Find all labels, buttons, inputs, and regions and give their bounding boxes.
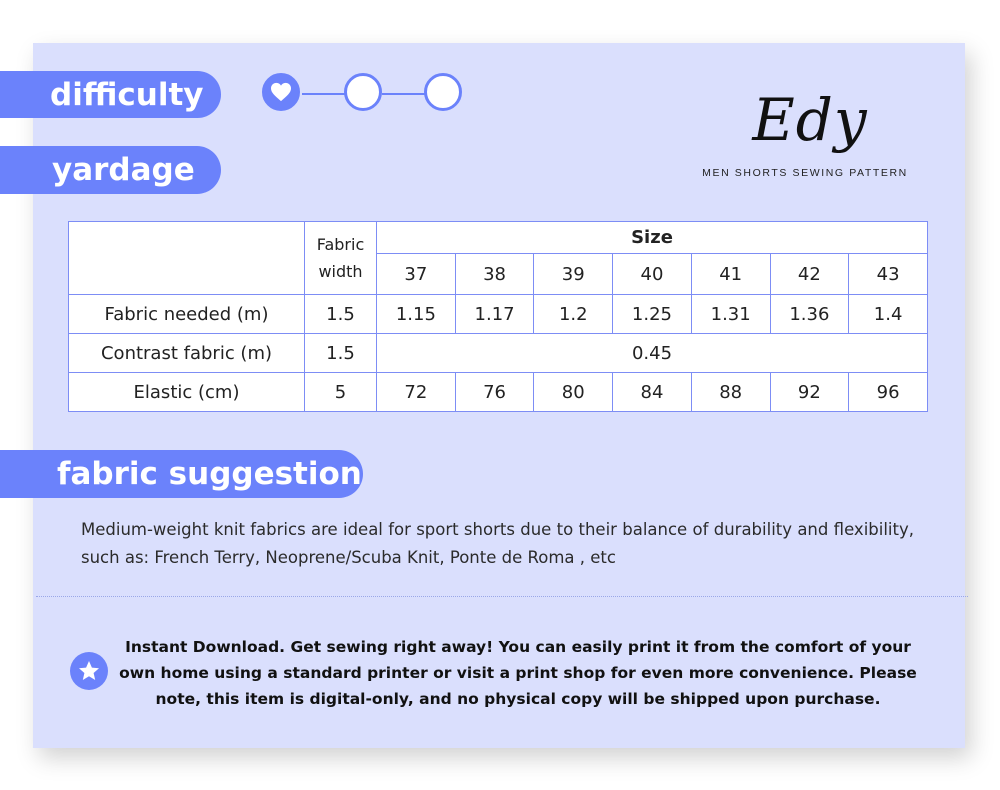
table-cell: 96 — [849, 373, 928, 412]
size-cell: 37 — [377, 254, 456, 295]
row-width: 1.5 — [305, 295, 377, 334]
row-width: 1.5 — [305, 334, 377, 373]
table-cell: 76 — [455, 373, 534, 412]
table-cell: 88 — [691, 373, 770, 412]
difficulty-level-2 — [344, 73, 382, 111]
table-cell: 1.2 — [534, 295, 613, 334]
table-row — [69, 295, 928, 334]
table-cell: 72 — [377, 373, 456, 412]
size-cell: 40 — [613, 254, 692, 295]
difficulty-connector — [302, 93, 346, 95]
table-cell: 1.4 — [849, 295, 928, 334]
table-cell: 1.31 — [691, 295, 770, 334]
star-icon — [77, 659, 101, 683]
yardage-table — [68, 221, 928, 412]
notice-badge — [70, 652, 108, 690]
heart-icon — [270, 82, 292, 102]
difficulty-level-3 — [424, 73, 462, 111]
table-cell: 92 — [770, 373, 849, 412]
table-cell: 1.15 — [377, 295, 456, 334]
fabric-width-header — [305, 222, 377, 295]
size-header: Size — [377, 222, 928, 254]
header-line: width — [318, 262, 363, 281]
table-cell: 84 — [613, 373, 692, 412]
size-cell: 43 — [849, 254, 928, 295]
row-label: Fabric needed (m) — [69, 295, 305, 334]
difficulty-scale — [262, 72, 464, 116]
yardage-label: yardage — [0, 146, 221, 194]
brand-logo: Edy — [752, 86, 868, 154]
difficulty-level-1 — [262, 73, 300, 111]
table-corner — [69, 222, 305, 295]
row-label: Elastic (cm) — [69, 373, 305, 412]
table-cell-merged: 0.45 — [377, 334, 928, 373]
download-notice: Instant Download. Get sewing right away! You can easily print it from the comfort of your own home using a standard printer or visit a print shop for even more convenience. Please note, this item is digital-only, and no physical copy will be shipped upon purchase. — [119, 638, 917, 708]
size-cell: 38 — [455, 254, 534, 295]
fabric-suggestion-text: Medium-weight knit fabrics are ideal for sport shorts due to their balance of durability and flexibility, such as: French Terry, Neoprene/Scuba Knit, Ponte de Roma , etc — [81, 520, 914, 567]
table-cell: 1.25 — [613, 295, 692, 334]
difficulty-connector — [382, 93, 426, 95]
size-cell: 42 — [770, 254, 849, 295]
table-cell: 1.36 — [770, 295, 849, 334]
divider — [36, 596, 968, 597]
table-row — [69, 334, 928, 373]
fabric-suggestion-label: fabric suggestion — [0, 450, 363, 498]
difficulty-label: difficulty — [0, 71, 221, 118]
table-cell: 80 — [534, 373, 613, 412]
size-cell: 41 — [691, 254, 770, 295]
row-label: Contrast fabric (m) — [69, 334, 305, 373]
brand-subtitle: MEN SHORTS SEWING PATTERN — [702, 167, 908, 179]
table-row — [69, 373, 928, 412]
table-cell: 1.17 — [455, 295, 534, 334]
header-line: Fabric — [316, 235, 365, 254]
size-cell: 39 — [534, 254, 613, 295]
row-width: 5 — [305, 373, 377, 412]
